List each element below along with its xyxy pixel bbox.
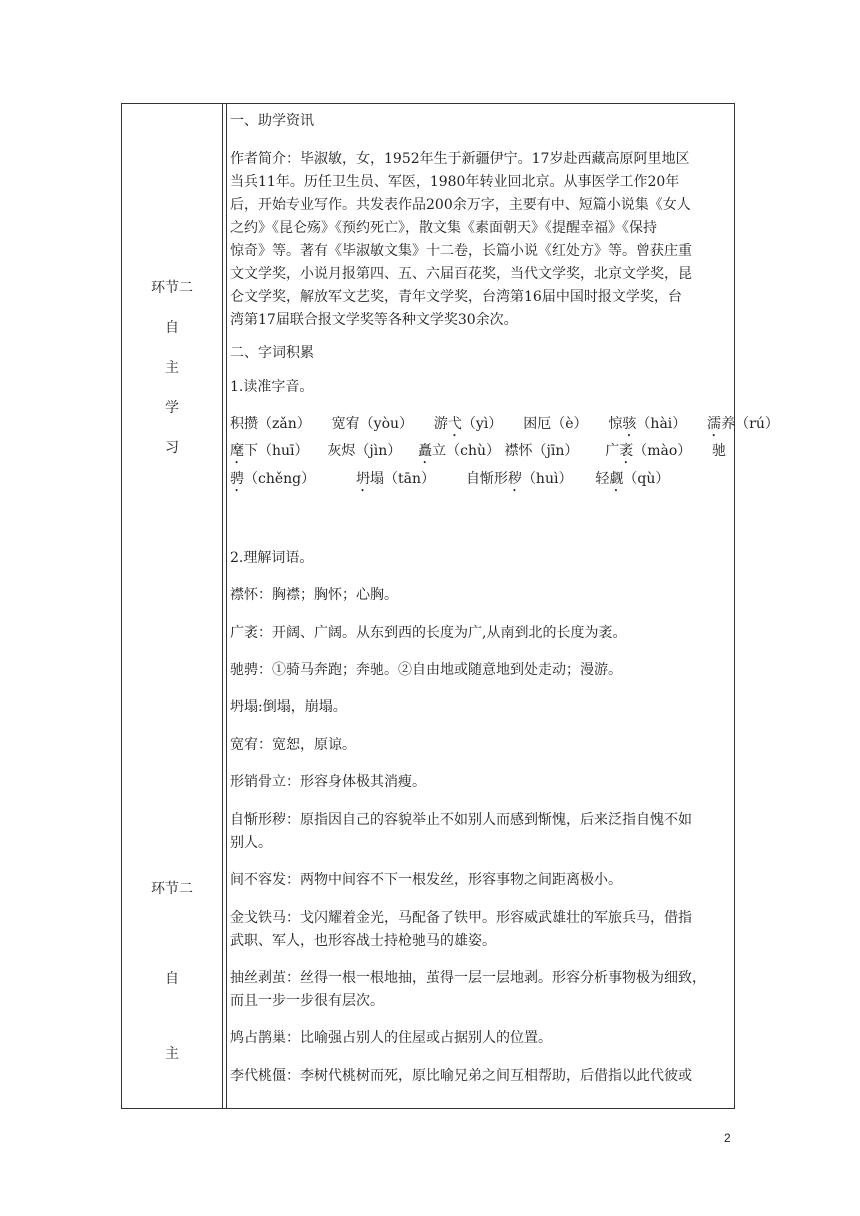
stage-char: 学 [165, 400, 179, 416]
pinyin-row [230, 413, 779, 440]
stage-char: 主 [165, 360, 179, 376]
pinyin-item: 骋（chěng） [230, 471, 316, 487]
definition: 形销骨立：形容身体极其消瘦。 [230, 774, 426, 790]
pinyin-item: 矗立（chù） [418, 443, 501, 459]
stage-label: 环节二 [151, 280, 193, 296]
stage-char: 自 [165, 971, 179, 987]
definition: 宽宥：宽恕，原谅。 [230, 737, 356, 753]
author-line: 仑文学奖，解放军文艺奖，青年文学奖，台湾第16届中国时报文学奖，台 [230, 289, 682, 305]
pinyin-row [230, 468, 669, 495]
author-line: 作者简介：毕淑敏，女，1952年生于新疆伊宁。17岁赴西藏高原阿里地区 [230, 151, 690, 167]
definition: 武职、军人，也形容战士持枪驰马的雄姿。 [230, 933, 496, 949]
definition: 别人。 [230, 835, 272, 851]
pinyin-item: 广袤（mào） [605, 443, 692, 459]
definition: 而且一步一步很有层次。 [230, 993, 384, 1009]
section-heading: 二、字词积累 [230, 345, 314, 361]
column-divider [222, 104, 223, 1108]
author-line: 后，开始专业写作。共发表作品200余万字，主要有中、短篇小说集《女人 [230, 197, 691, 213]
definition: 广袤：开阔、广阔。从东到西的长度为广,从南到北的长度为袤。 [230, 625, 627, 641]
pinyin-item: 驰 [712, 443, 726, 459]
stage-label: 环节二 [151, 881, 193, 897]
author-line: 当兵11年。历任卫生员、军医，1980年转业回北京。从事医学工作20年 [230, 174, 680, 190]
author-line: 之约》《昆仑殇》《预约死亡》，散文集《素面朝天》《提醒幸福》《保持 [230, 220, 657, 236]
definition: 驰骋：①骑马奔跑；奔驰。②自由地或随意地到处走动；漫游。 [230, 662, 622, 678]
column-divider [226, 104, 227, 1108]
pinyin-item: 灰烬（jìn） [327, 443, 402, 459]
page-number: 2 [724, 1131, 731, 1145]
definition: 坍塌:倒塌，崩塌。 [230, 699, 347, 715]
author-line: 湾第17届联合报文学奖等各种文学奖30余次。 [230, 312, 518, 328]
definition: 间不容发：两物中间容不下一根发丝，形容事物之间距离极小。 [230, 872, 622, 888]
pinyin-item: 濡养（rú） [707, 416, 779, 432]
pinyin-item: 襟怀（jīn） [504, 443, 579, 459]
pinyin-item: 自惭形秽（huì） [465, 471, 573, 487]
subheading: 2.理解词语。 [230, 550, 314, 566]
pinyin-item: 困厄（è） [523, 416, 588, 432]
section-heading: 一、助学资讯 [230, 113, 314, 129]
stage-char: 主 [165, 1046, 179, 1062]
pinyin-item: 轻觑（qù） [595, 471, 670, 487]
stage-char: 自 [165, 320, 179, 336]
pinyin-item: 坍塌（tān） [356, 471, 436, 487]
definition: 自惭形秽：原指因自己的容貌举止不如别人而感到惭愧，后来泛指自愧不如 [230, 812, 692, 828]
pinyin-item: 麾下（huī） [230, 443, 309, 459]
author-line: 文文学奖，小说月报第四、五、六届百花奖，当代文学奖，北京文学奖，昆 [230, 266, 692, 282]
subheading: 1.读准字音。 [230, 379, 314, 395]
definition: 抽丝剥茧：丝得一根一根地抽，茧得一层一层地剥。形容分析事物极为细致， [230, 970, 706, 986]
definition: 金戈铁马：戈闪耀着金光，马配备了铁甲。形容威武雄壮的军旅兵马，借指 [230, 910, 692, 926]
pinyin-item: 宽宥（yòu） [331, 416, 414, 432]
stage-char: 习 [165, 440, 179, 456]
pinyin-item: 游弋（yì） [433, 416, 503, 432]
pinyin-item: 惊骇（hài） [608, 416, 687, 432]
lesson-table [121, 103, 779, 1109]
definition: 李代桃僵：李树代桃树而死，原比喻兄弟之间互相帮助，后借指以此代彼或 [230, 1068, 692, 1084]
definition: 襟怀：胸襟；胸怀；心胸。 [230, 587, 398, 603]
definition: 鸠占鹊巢：比喻强占别人的住屋或占据别人的位置。 [230, 1030, 552, 1046]
pinyin-item: 积攒（zǎn） [230, 416, 311, 432]
stage-column [122, 104, 222, 1108]
author-line: 惊奇》等。著有《毕淑敏文集》十二卷，长篇小说《红处方》等。曾获庄重 [230, 243, 692, 259]
pinyin-row [230, 440, 691, 467]
